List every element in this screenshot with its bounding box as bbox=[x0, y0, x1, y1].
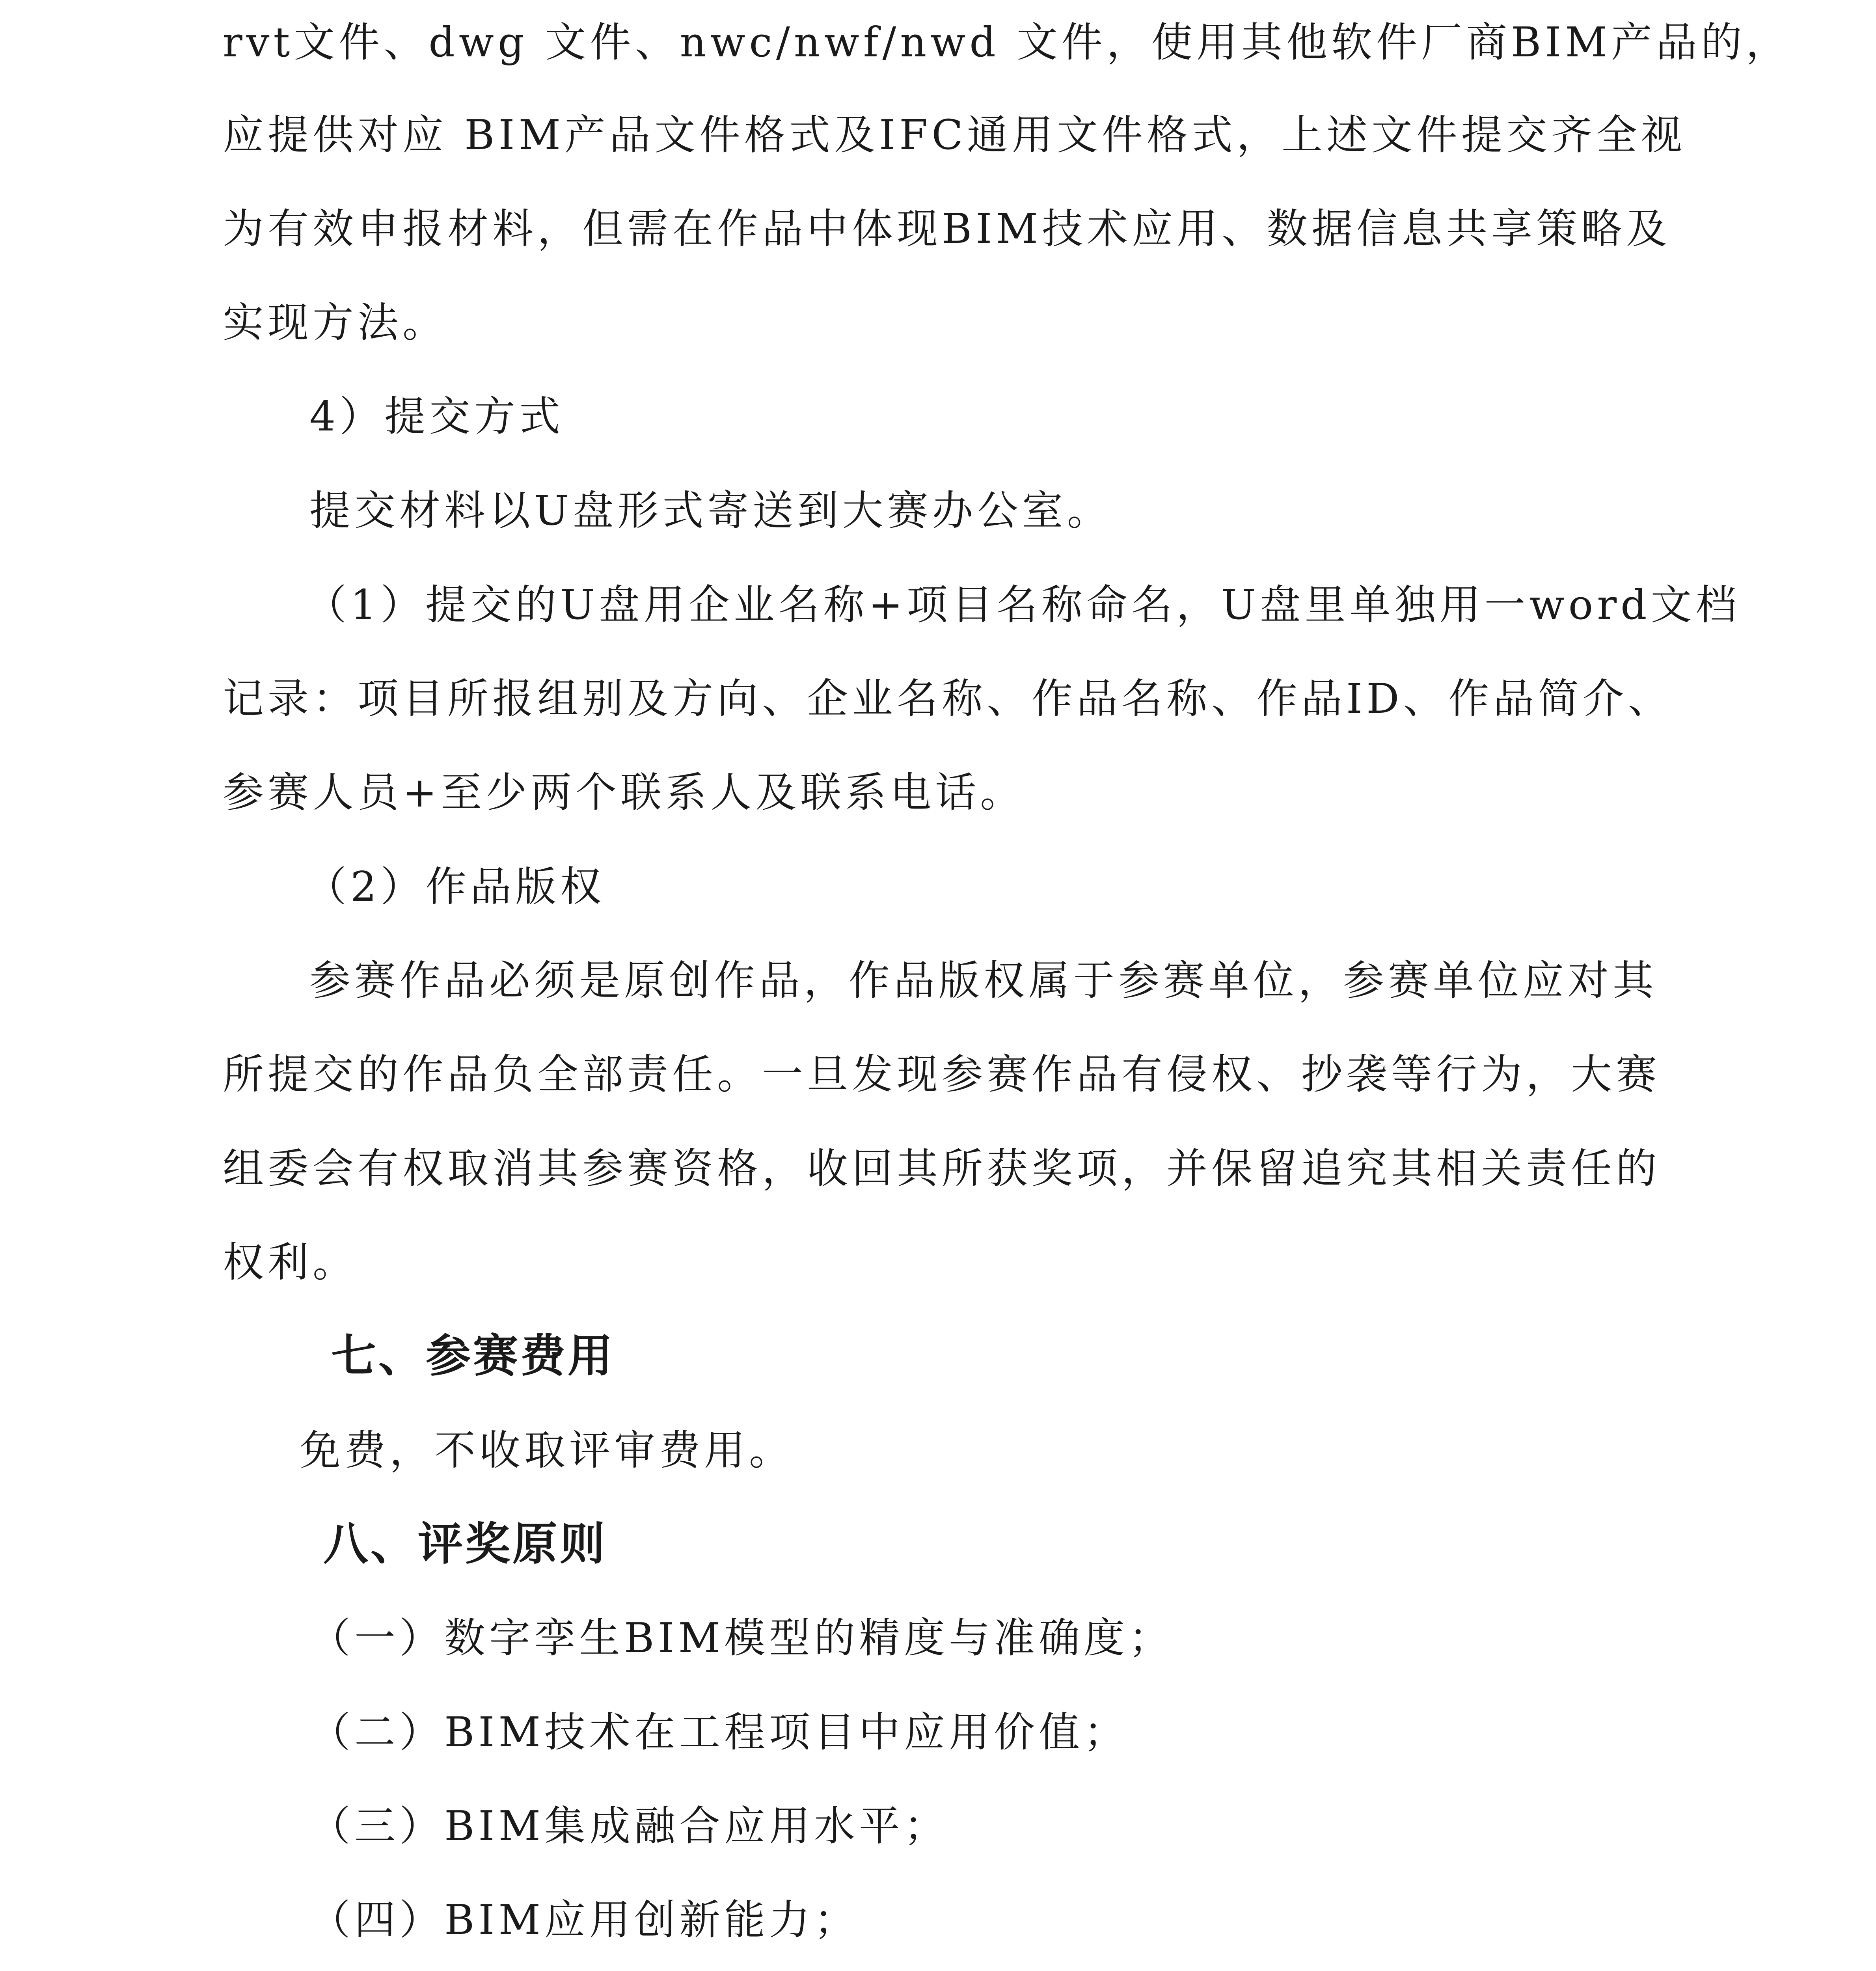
item-1-line: 记录：项目所报组别及方向、企业名称、作品名称、作品ID、作品简介、 bbox=[223, 674, 1673, 723]
copyright-paragraph-line: 权利。 bbox=[223, 1238, 358, 1286]
copyright-paragraph-line: 组委会有权取消其参赛资格，收回其所获奖项，并保留追究其相关责任的 bbox=[223, 1144, 1661, 1192]
paragraph-line: 应提供对应 BIM产品文件格式及IFC通用文件格式，上述文件提交齐全视 bbox=[223, 111, 1686, 159]
submission-intro: 提交材料以U盘形式寄送到大赛办公室。 bbox=[309, 486, 1112, 535]
award-principle-item: （三）BIM集成融合应用水平； bbox=[309, 1802, 949, 1850]
item-1-line: 参赛人员+至少两个联系人及联系电话。 bbox=[223, 768, 1025, 816]
section-heading-fees: 七、参赛费用 bbox=[331, 1330, 615, 1382]
paragraph-line: rvt文件、dwg 文件、nwc/nwf/nwd 文件，使用其他软件厂商BIM产品的， bbox=[223, 18, 1791, 66]
award-principle-item: （一）数字孪生BIM模型的精度与准确度； bbox=[309, 1614, 1174, 1662]
copyright-paragraph-line: 所提交的作品负全部责任。一旦发现参赛作品有侵权、抄袭等行为，大赛 bbox=[223, 1050, 1661, 1098]
award-principle-item: （二）BIM技术在工程项目中应用价值； bbox=[309, 1708, 1129, 1756]
award-principle-item: （四）BIM应用创新能力； bbox=[309, 1896, 859, 1944]
subsection-heading-submission: 4）提交方式 bbox=[309, 392, 564, 440]
item-2-heading: （2）作品版权 bbox=[306, 863, 605, 911]
paragraph-line: 为有效申报材料，但需在作品中体现BIM技术应用、数据信息共享策略及 bbox=[223, 205, 1671, 253]
paragraph-line: 实现方法。 bbox=[223, 298, 448, 347]
copyright-paragraph-line: 参赛作品必须是原创作品，作品版权属于参赛单位，参赛单位应对其 bbox=[309, 956, 1658, 1004]
section-heading-award-principles: 八、评奖原则 bbox=[323, 1518, 607, 1570]
fees-body: 免费，不收取评审费用。 bbox=[300, 1426, 794, 1474]
item-1-line: （1）提交的U盘用企业名称+项目名称命名，U盘里单独用一word文档 bbox=[306, 581, 1741, 629]
